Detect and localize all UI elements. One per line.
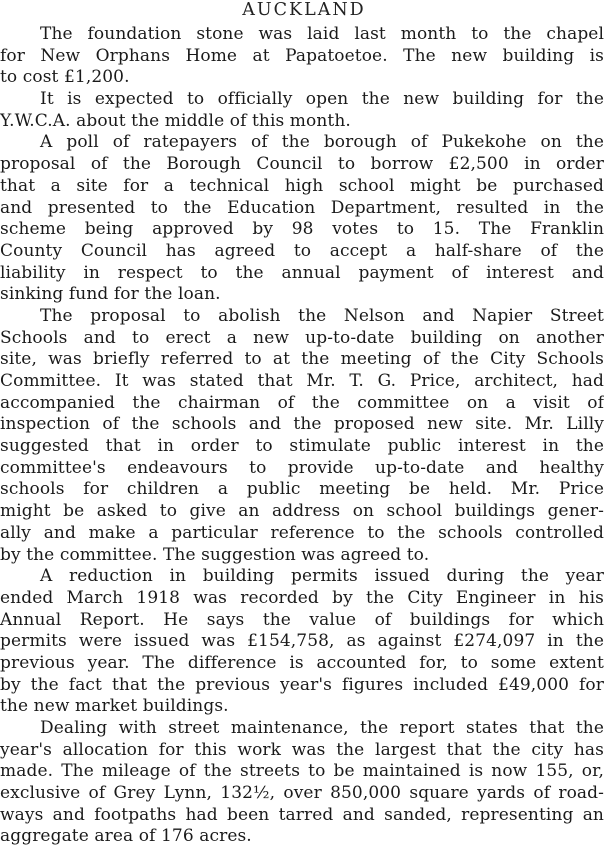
text-line: by the committee. The suggestion was agreed to. bbox=[0, 544, 430, 565]
text-line: the new market buildings. bbox=[0, 696, 229, 717]
paragraph bbox=[0, 132, 608, 306]
text-line: inspection of the schools and the proposed new site. Mr. Lilly bbox=[0, 414, 604, 435]
text-line: committee's endeavours to provide up-to-date and healthy bbox=[0, 457, 604, 478]
text-line: exclusive of Grey Lynn, 132½, over 850,000 square yards of road- bbox=[0, 783, 604, 804]
text-line: It is expected to officially open the new building for the bbox=[40, 89, 604, 110]
text-line: Dealing with street maintenance, the report states that the bbox=[40, 718, 604, 738]
article-heading: AUCKLAND bbox=[242, 0, 366, 20]
text-line: schools for children a public meeting be held. Mr. Price bbox=[0, 479, 604, 500]
text-line: ended March 1918 was recorded by the City Engineer in his bbox=[0, 587, 604, 608]
text-line: that a site for a technical high school might be purchased bbox=[0, 175, 604, 196]
text-line: The foundation stone was laid last month to the chapel bbox=[40, 24, 604, 44]
article-body bbox=[0, 24, 608, 848]
paragraph bbox=[0, 718, 608, 848]
text-line: scheme being approved by 98 votes to 15. The Franklin bbox=[0, 219, 604, 240]
text-line: accompanied the chairman of the committee on a visit of bbox=[0, 392, 604, 413]
text-line: Y.W.C.A. about the middle of this month. bbox=[0, 110, 351, 131]
text-line: suggested that in order to stimulate public interest in the bbox=[0, 436, 604, 457]
paragraph bbox=[0, 306, 608, 566]
text-line: proposal of the Borough Council to borrow £2,500 in order bbox=[0, 154, 604, 175]
text-line: The proposal to abolish the Nelson and Napier Street bbox=[40, 305, 604, 326]
paragraph bbox=[0, 24, 608, 89]
text-line: A poll of ratepayers of the borough of Pukekohe on the bbox=[40, 132, 604, 153]
text-line: might be asked to give an address on school buildings gener- bbox=[0, 501, 604, 522]
text-line: aggregate area of 176 acres. bbox=[0, 826, 252, 847]
text-line: permits were issued was £154,758, as against £274,097 in the bbox=[0, 631, 604, 652]
text-line: for New Orphans Home at Papatoetoe. The new building is bbox=[0, 45, 604, 66]
paragraph bbox=[0, 89, 608, 132]
paragraph bbox=[0, 566, 608, 718]
text-line: site, was briefly referred to at the meeting of the City Schools bbox=[0, 349, 604, 370]
text-line: previous year. The difference is accounted for, to some extent bbox=[0, 652, 604, 673]
text-line: made. The mileage of the streets to be maintained is now 155, or, bbox=[0, 761, 604, 782]
text-line: sinking fund for the loan. bbox=[0, 284, 221, 305]
text-line: and presented to the Education Department, resulted in the bbox=[0, 197, 604, 218]
text-line: A reduction in building permits issued during the year bbox=[40, 566, 604, 587]
text-line: year's allocation for this work was the largest that the city has bbox=[0, 739, 604, 760]
text-line: by the fact that the previous year's figures included £49,000 for bbox=[0, 674, 604, 695]
text-line: Schools and to erect a new up-to-date building on another bbox=[0, 327, 604, 348]
text-line: Annual Report. He says the value of buildings for which bbox=[0, 609, 604, 630]
text-line: ally and make a particular reference to the schools controlled bbox=[0, 522, 604, 543]
text-line: Committee. It was stated that Mr. T. G. Price, architect, had bbox=[0, 371, 604, 391]
text-line: County Council has agreed to accept a half-share of the bbox=[0, 240, 604, 261]
text-line: ways and footpaths had been tarred and sanded, representing an bbox=[0, 804, 604, 825]
text-line: liability in respect to the annual payment of interest and bbox=[0, 262, 604, 283]
text-line: to cost £1,200. bbox=[0, 67, 130, 88]
